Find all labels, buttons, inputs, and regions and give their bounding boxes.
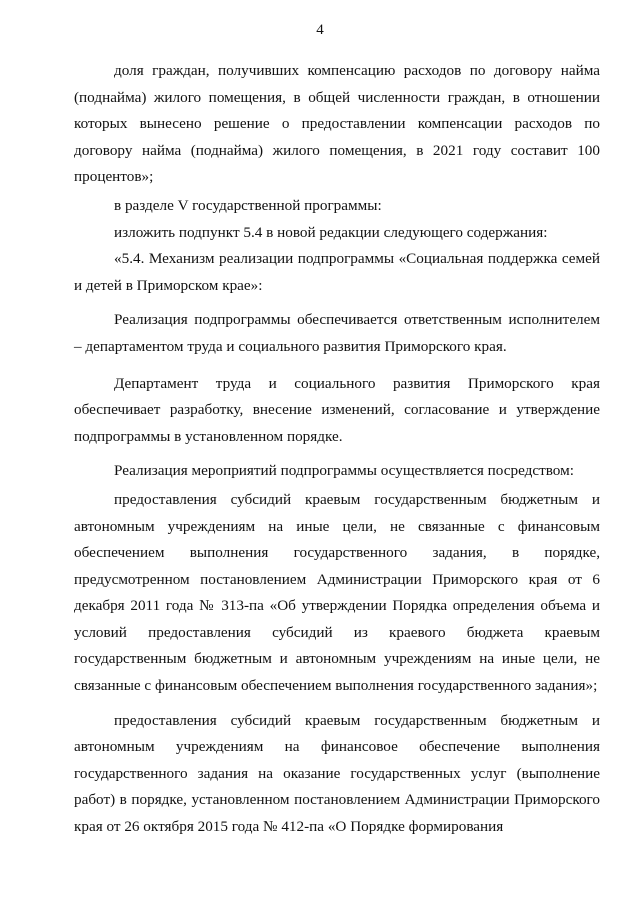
paragraph-share-of-citizens: доля граждан, получивших компенсацию расходов по договору найма (поднайма) жилого помещения, в общей численности граждан, в отношении которых вынесено решение о предоставлении компенсации расходов по договору найма (поднайма) жилого помещения, в 2021 году составит 100 процентов»; [74, 62, 600, 186]
document-body [74, 58, 600, 841]
paragraph-section-v: в разделе V государственной программы: [114, 196, 382, 214]
paragraph-subsidies-other-purposes: предоставления субсидий краевым государственным бюджетным и автономным учреждениям на иные цели, не связанные с финансовым обеспечением выполнения государственного задания, в порядке, предусмотренном постановлением Администрации Приморского края от 6 декабря 2011 года № 313-па «Об утверждении Порядка определения объема и условий предоставления субсидий из краевого бюджета краевым государственным бюджетным и автономным учреждениям на иные цели, не связанные с финансовым обеспечением выполнения государственного задания»; [74, 490, 600, 695]
page-number: 4 [316, 22, 324, 38]
paragraph-subsidies-state-task: предоставления субсидий краевым государственным бюджетным и автономным учреждениям на финансовое обеспечение выполнения государственного задания на оказание государственных услуг (выполнение работ) в порядке, установленном постановлением Администрации Приморского края от 26 октября 2015 года № 412-па «О Порядке формирования [74, 711, 600, 836]
paragraph-department-duties: Департамент труда и социального развития Приморского края обеспечивает разработку, внесение изменений, согласование и утверждение подпрограммы в установленном порядке. [74, 374, 600, 445]
paragraph-subclause-intro: изложить подпункт 5.4 в новой редакции следующего содержания: [114, 223, 548, 241]
paragraph-mechanism-heading: «5.4. Механизм реализации подпрограммы «Социальная поддержка семей и детей в Приморском крае»: [74, 250, 600, 294]
paragraph-means-intro: Реализация мероприятий подпрограммы осуществляется посредством: [114, 462, 574, 480]
paragraph-implementation-responsible: Реализация подпрограммы обеспечивается ответственным исполнителем – департаментом труда и социального развития Приморского края. [74, 311, 600, 355]
